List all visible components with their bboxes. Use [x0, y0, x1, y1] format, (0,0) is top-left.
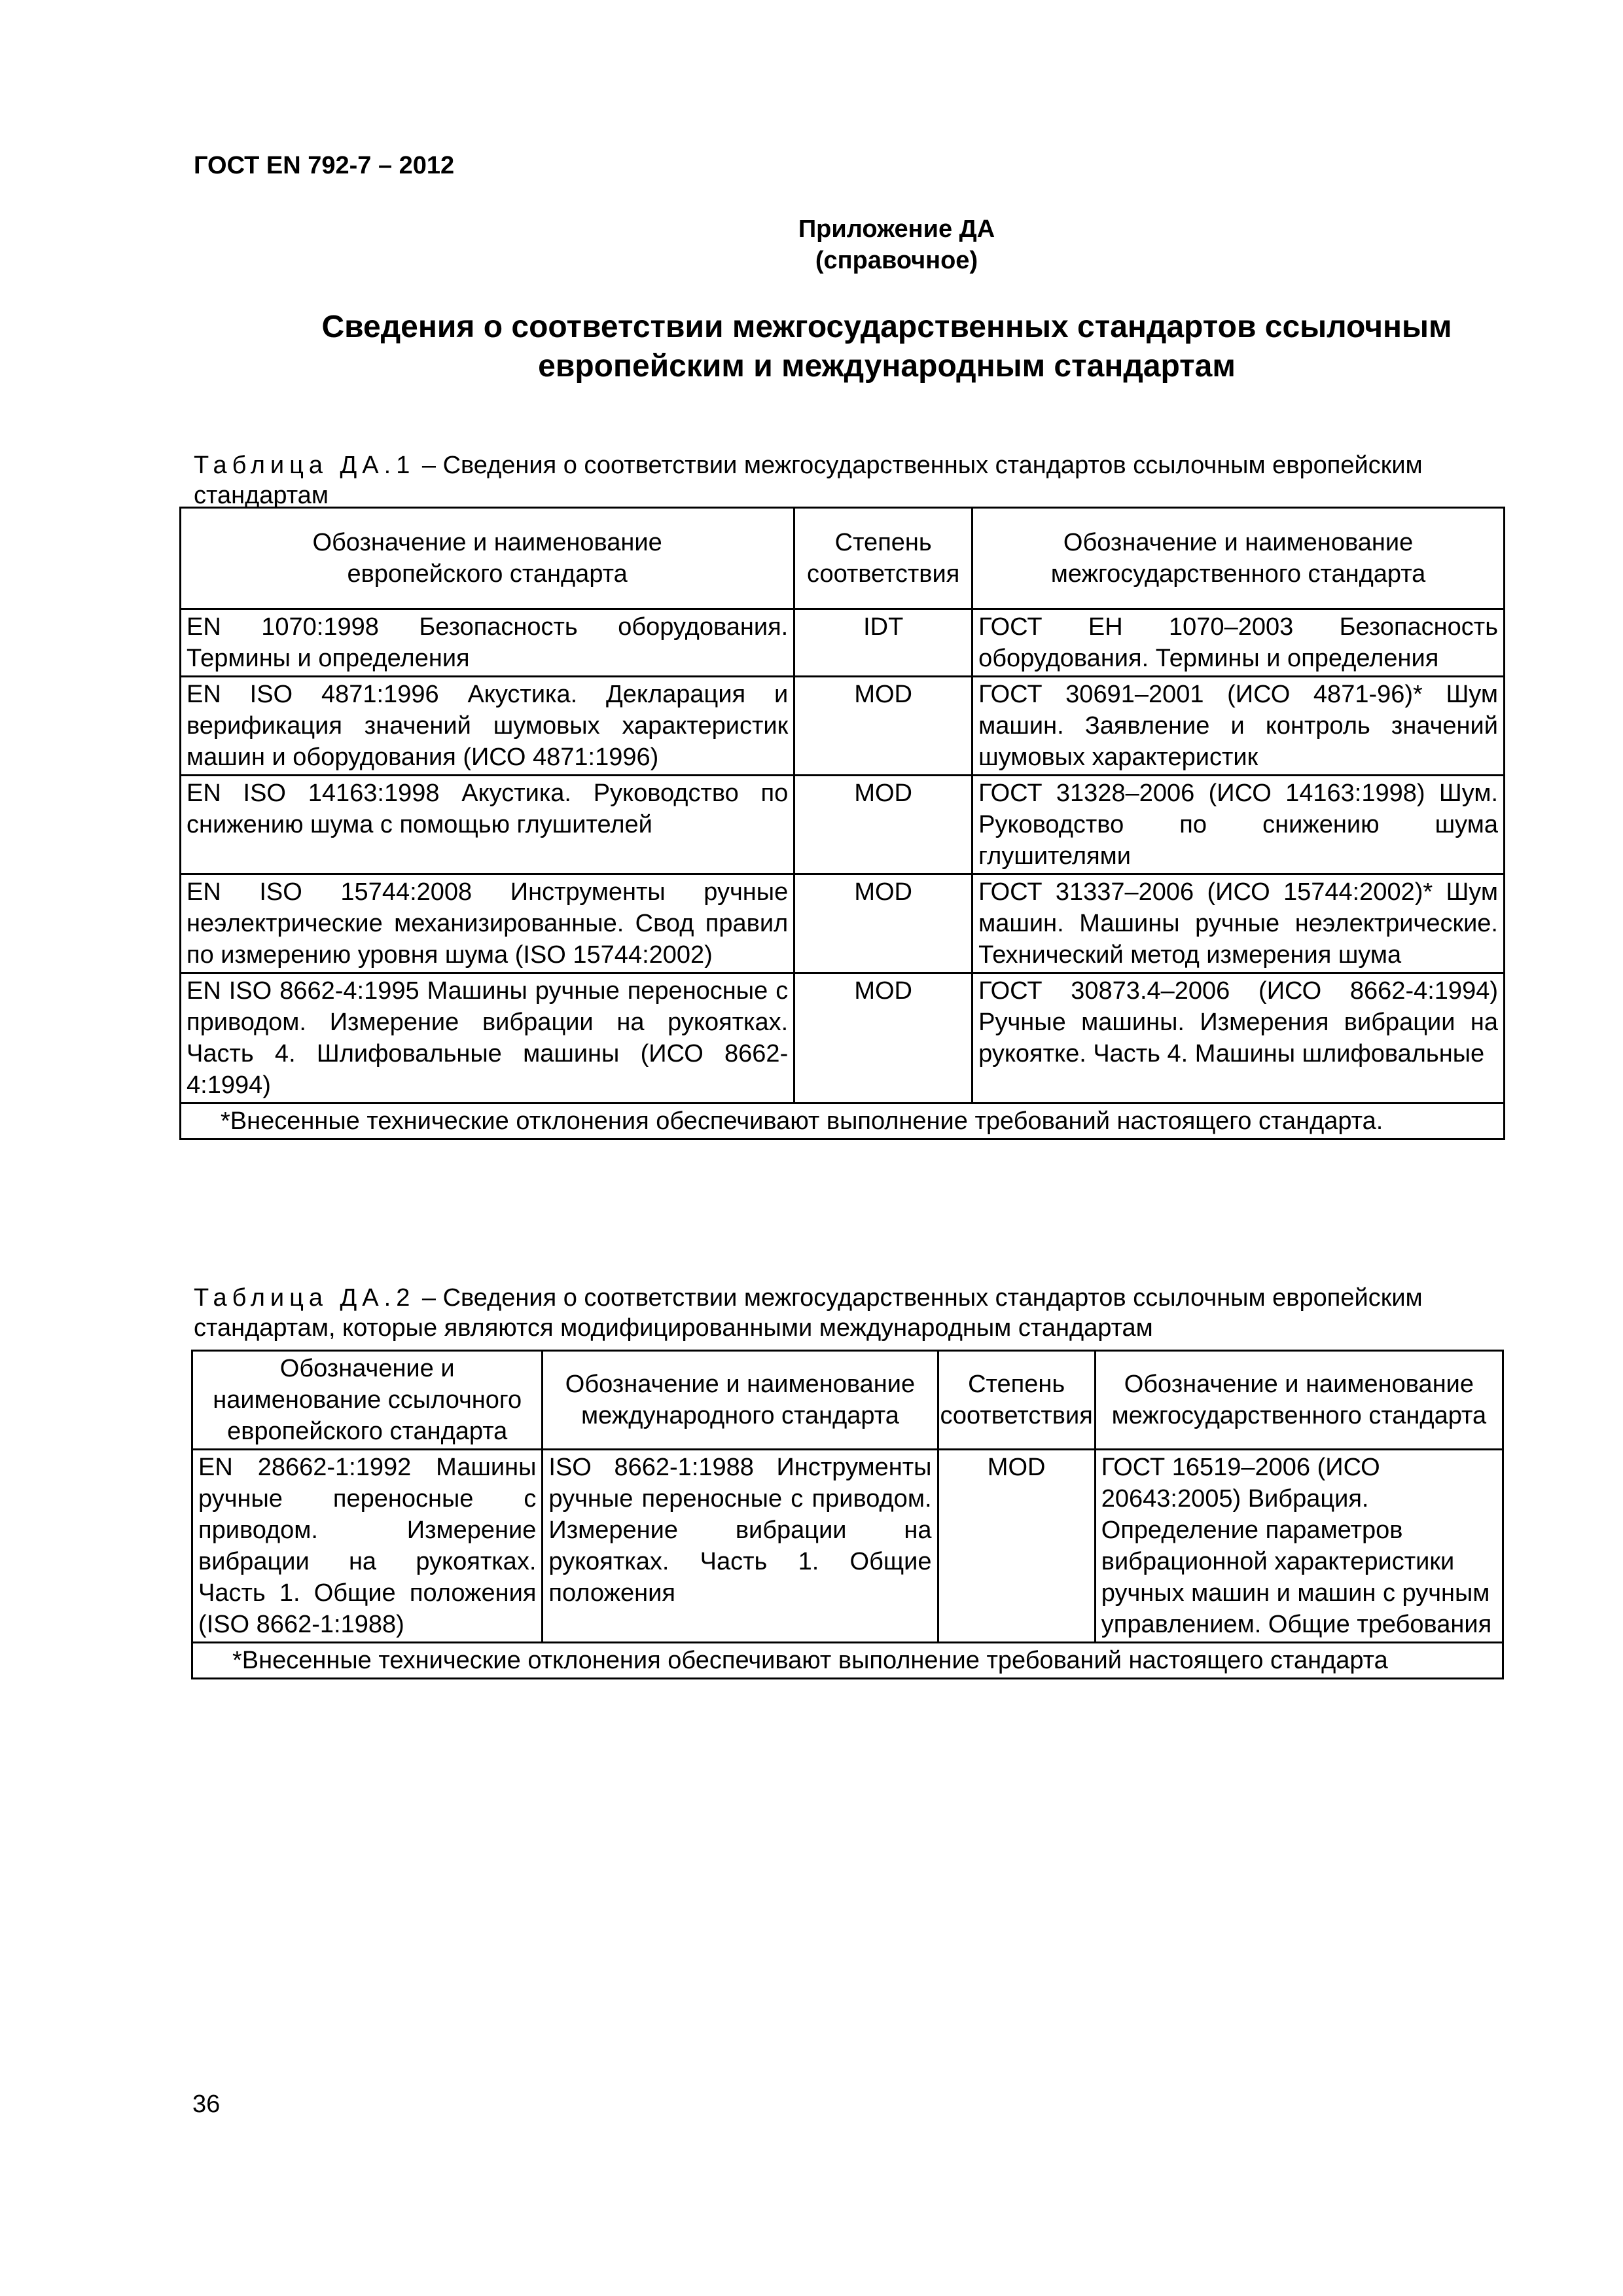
table2-cell-european: EN 28662-1:1992 Машины ручные переносные с приводом. Измерение вибрации на рукоятках. Часть 1. Общие положения (ISO 8662-1:1988) [192, 1450, 543, 1643]
table1-cell-european: EN 1070:1998 Безопасность оборудования. Термины и определения [181, 609, 794, 677]
table1-cell-degree: IDT [794, 609, 972, 677]
table1-cell-degree: MOD [794, 776, 972, 874]
table1-row [181, 973, 1505, 1103]
table1-cell-interstate: ГОСТ 30873.4–2006 (ИСО 8662-4:1994) Ручные машины. Измерения вибрации на рукоятке. Часть 4. Машины шлифовальные [972, 973, 1505, 1103]
table2-caption [194, 1283, 1509, 1343]
table1-header-cell: Обозначение и наименование европейского стандарта [181, 508, 794, 609]
table2-header-row [192, 1351, 1503, 1450]
table2 [191, 1350, 1504, 1679]
annex-heading: Сведения о соответствии межгосударственных стандартов ссылочным европейским и международным стандартам [321, 310, 1452, 384]
table1-footnote: *Внесенные технические отклонения обеспечивают выполнение требований настоящего стандарта. [181, 1103, 1505, 1139]
table1-row [181, 776, 1505, 874]
table1-row [181, 609, 1505, 677]
table1-cell-interstate: ГОСТ 31337–2006 (ИСО 15744:2002)* Шум машин. Машины ручные неэлектрические. Технический метод измерения шума [972, 874, 1505, 973]
table1-cell-degree: MOD [794, 677, 972, 776]
table1-header-cell: Степень соответствия [794, 508, 972, 609]
annex-status: (справочное) [815, 247, 978, 274]
table2-caption-label: Таблица ДА.2 [194, 1284, 416, 1312]
table1-header-cell: Обозначение и наименование межгосударственного стандарта [972, 508, 1505, 609]
table2-footnote-row [192, 1643, 1503, 1679]
table2-row [192, 1450, 1503, 1643]
table1-cell-european: EN ISO 4871:1996 Акустика. Декларация и верификация значений шумовых характеристик машин и оборудования (ИСО 4871:1996) [181, 677, 794, 776]
table1-cell-interstate: ГОСТ 30691–2001 (ИСО 4871-96)* Шум машин. Заявление и контроль значений шумовых характеристик [972, 677, 1505, 776]
table1-cell-european: EN ISO 15744:2008 Инструменты ручные неэлектрические механизированные. Свод правил по измерению уровня шума (ISO 15744:2002) [181, 874, 794, 973]
table1-cell-interstate: ГОСТ 31328–2006 (ИСО 14163:1998) Шум. Руководство по снижению шума глушителями [972, 776, 1505, 874]
table1-cell-european: EN ISO 14163:1998 Акустика. Руководство по снижению шума с помощью глушителей [181, 776, 794, 874]
table2-caption-text: – Сведения о соответствии межгосударственных стандартов ссылочным европейским стандартам, которые являются модифицированными международным стандартам [194, 1284, 1423, 1342]
table2-header-cell: Обозначение и наименование межгосударственного стандарта [1095, 1351, 1503, 1450]
annex-title: Приложение ДА [798, 215, 995, 243]
document-code: ГОСТ EN 792-7 – 2012 [194, 152, 455, 179]
table1-row [181, 874, 1505, 973]
table1-cell-degree: MOD [794, 973, 972, 1103]
table1-cell-interstate: ГОСТ ЕН 1070–2003 Безопасность оборудования. Термины и определения [972, 609, 1505, 677]
table1-cell-european: EN ISO 8662-4:1995 Машины ручные переносные с приводом. Измерение вибрации на рукоятках. Часть 4. Шлифовальные машины (ИСО 8662-4:1994) [181, 973, 794, 1103]
annex-block [0, 213, 1623, 276]
table2-header-cell: Обозначение и наименование ссылочного европейского стандарта [192, 1351, 543, 1450]
table1-footnote-row [181, 1103, 1505, 1139]
table1 [179, 507, 1505, 1140]
table1-caption-label: Таблица ДА.1 [194, 452, 416, 479]
table1-caption [194, 450, 1509, 511]
table1-caption-text: – Сведения о соответствии межгосударственных стандартов ссылочным европейским стандартам [194, 452, 1423, 509]
table1-header-row [181, 508, 1505, 609]
table1-cell-degree: MOD [794, 874, 972, 973]
page-number: 36 [192, 2090, 221, 2118]
table2-header-cell: Обозначение и наименование международного стандарта [543, 1351, 938, 1450]
table2-footnote: *Внесенные технические отклонения обеспечивают выполнение требований настоящего стандарта [192, 1643, 1503, 1679]
table2-cell-international: ISO 8662-1:1988 Инструменты ручные переносные с приводом. Измерение вибрации на рукоятках. Часть 1. Общие положения [543, 1450, 938, 1643]
table2-cell-interstate: ГОСТ 16519–2006 (ИСО 20643:2005) Вибрация. Определение параметров вибрационной характеристики ручных машин и машин с ручным управлением. Общие требования [1095, 1450, 1503, 1643]
table1-row [181, 677, 1505, 776]
table2-header-cell: Степень соответствия [938, 1351, 1095, 1450]
table2-cell-degree: MOD [938, 1450, 1095, 1643]
